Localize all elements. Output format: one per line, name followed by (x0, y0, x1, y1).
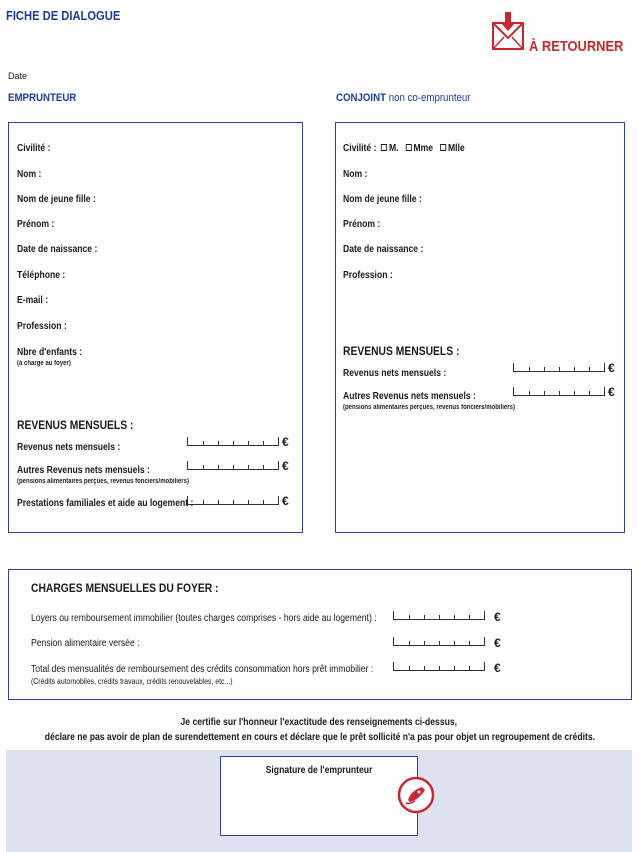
conjoint-field-date-naissance: Date de naissance : (343, 244, 424, 255)
charges-pension: Pension alimentaire versée : (31, 638, 140, 649)
certification-line-1: Je certifie sur l'honneur l'exactitude des renseignements ci-dessus, (180, 717, 458, 728)
conjoint-revenus-nets-input[interactable] (513, 363, 605, 372)
conjoint-field-profession: Profession : (343, 270, 393, 281)
emprunteur-revenus-nets: Revenus nets mensuels : (17, 442, 121, 453)
date-label: Date (8, 71, 28, 81)
charges-total-note: (Crédits automobiles, crédits travaux, crédits renouvelables, etc...) (31, 677, 233, 686)
emprunteur-heading: EMPRUNTEUR (8, 92, 77, 104)
envelope-arrow-icon (491, 11, 525, 51)
pen-signature-icon (396, 775, 436, 815)
field-nbre-enfants: Nbre d'enfants : (17, 347, 83, 358)
emprunteur-autres-revenus-input[interactable] (187, 461, 279, 470)
charges-pension-input[interactable] (393, 637, 485, 646)
charges-heading: CHARGES MENSUELLES DU FOYER : (31, 581, 219, 595)
field-nom: Nom : (17, 169, 42, 180)
signature-box[interactable] (220, 756, 418, 836)
field-profession: Profession : (17, 321, 67, 332)
checkbox-m[interactable] (381, 144, 387, 151)
field-civilite: Civilité : (17, 143, 51, 154)
euro-symbol: € (282, 494, 289, 508)
conjoint-heading (336, 92, 471, 104)
conjoint-civilite (343, 143, 465, 154)
conjoint-civilite-label: Civilité : (343, 143, 377, 154)
signature-label: Signature de l'emprunteur (265, 765, 373, 776)
conjoint-autres-revenus-input[interactable] (513, 387, 605, 396)
conjoint-revenus-heading: REVENUS MENSUELS : (343, 344, 460, 358)
euro-symbol: € (608, 385, 615, 399)
emprunteur-box (8, 122, 303, 533)
conjoint-field-nom: Nom : (343, 169, 368, 180)
option-m: M. (388, 143, 399, 154)
checkbox-mme[interactable] (406, 144, 412, 151)
field-nbre-enfants-note: (à charge au foyer) (17, 360, 71, 367)
euro-symbol: € (494, 610, 501, 624)
emprunteur-revenus-heading: REVENUS MENSUELS : (17, 418, 134, 432)
emprunteur-autres-revenus-note: (pensions alimentaires perçues, revenus fonciers/mobiliers) (17, 478, 189, 485)
conjoint-field-nom-jeune-fille: Nom de jeune fille : (343, 194, 422, 205)
emprunteur-prestations-input[interactable] (187, 496, 279, 505)
field-email: E-mail : (17, 295, 49, 306)
return-label: À RETOURNER (529, 38, 624, 55)
charges-box (8, 569, 632, 700)
return-badge (491, 11, 626, 57)
field-prenom: Prénom : (17, 219, 55, 230)
euro-symbol: € (608, 361, 615, 375)
charges-total: Total des mensualités de remboursement des crédits consommation hors prêt immobilier : (31, 664, 374, 675)
checkbox-mlle[interactable] (440, 144, 446, 151)
field-nom-jeune-fille: Nom de jeune fille : (17, 194, 96, 205)
field-date-naissance: Date de naissance : (17, 244, 98, 255)
euro-symbol: € (282, 459, 289, 473)
conjoint-heading-suffix: non co-emprunteur (388, 92, 471, 104)
option-mlle: Mlle (447, 143, 465, 154)
conjoint-box (335, 122, 625, 533)
conjoint-heading-main: CONJOINT (336, 92, 387, 104)
certification-line-2: déclare ne pas avoir de plan de surendettement en cours et déclare que le prêt sollicité n'a pas pour objet un regroupement de crédits. (44, 732, 595, 743)
conjoint-autres-revenus-note: (pensions alimentaires perçues, revenus fonciers/mobiliers) (343, 404, 515, 411)
euro-symbol: € (282, 435, 289, 449)
page-title: FICHE DE DIALOGUE (6, 8, 121, 23)
emprunteur-prestations: Prestations familiales et aide au logement : (17, 498, 194, 509)
charges-loyers-input[interactable] (393, 611, 485, 620)
option-mme: Mme (413, 143, 434, 154)
emprunteur-autres-revenus: Autres Revenus nets mensuels : (17, 465, 150, 476)
field-telephone: Téléphone : (17, 270, 66, 281)
conjoint-revenus-nets: Revenus nets mensuels : (343, 368, 447, 379)
emprunteur-revenus-nets-input[interactable] (187, 437, 279, 446)
charges-loyers: Loyers ou remboursement immobilier (toutes charges comprises - hors aide au logement) : (31, 613, 377, 624)
conjoint-field-prenom: Prénom : (343, 219, 381, 230)
euro-symbol: € (494, 661, 501, 675)
euro-symbol: € (494, 636, 501, 650)
conjoint-autres-revenus: Autres Revenus nets mensuels : (343, 391, 476, 402)
charges-total-input[interactable] (393, 662, 485, 671)
